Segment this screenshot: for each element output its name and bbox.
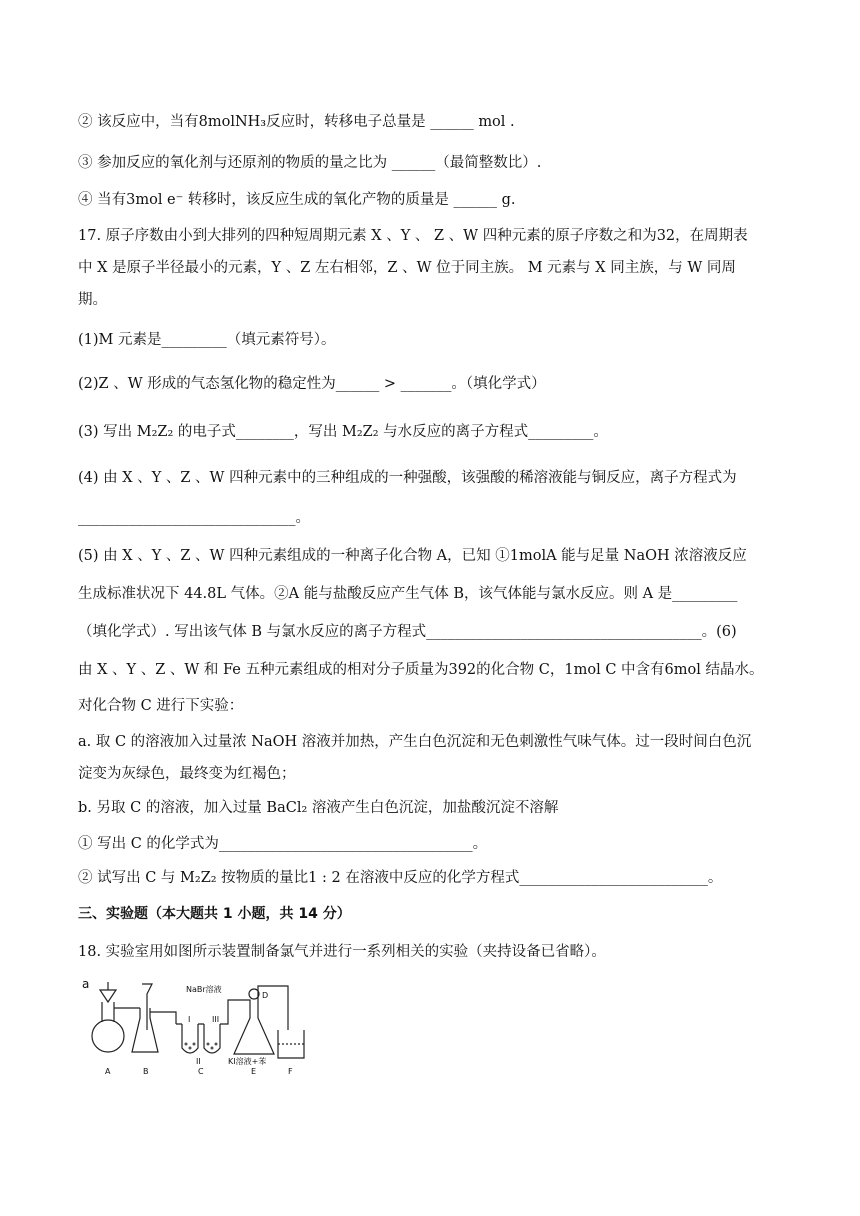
q17-part-6-sub-1: ① 写出 C 的化学式为___________________________________。 — [78, 836, 488, 852]
u-tube-c — [182, 1024, 220, 1053]
q17-part-4: (4) 由 X 、Y 、Z 、W 四种元素中的三种组成的一种强酸，该强酸的稀溶液能与铜反应，离子方程式为 — [78, 470, 737, 486]
question-line-4: ④ 当有3mol e⁻ 转移时，该反应生成的氧化产物的质量是 ______ g. — [78, 192, 516, 208]
flask-e — [234, 1000, 274, 1054]
label-i: I — [188, 1015, 191, 1024]
q17-part-6-line-2: 对化合物 C 进行下实验： — [78, 698, 244, 714]
label-A: A — [105, 1067, 111, 1076]
apparatus-figure — [78, 977, 318, 1076]
label-ii: II — [196, 1057, 201, 1066]
funnel-a — [100, 990, 116, 1002]
q17-part-2: (2)Z 、W 形成的气态氢化物的稳定性为______ > _______。（填化学式） — [78, 376, 546, 392]
q17-part-5-line-1: (5) 由 X 、Y 、Z 、W 四种元素组成的一种离子化合物 A，已知 ①1molA 能与足量 NaOH 浓溶液反应 — [78, 548, 747, 564]
q17-part-3: (3) 写出 M₂Z₂ 的电子式________，写出 M₂Z₂ 与水反应的离子方程式_________。 — [78, 424, 608, 440]
question-line-3: ③ 参加反应的氧化剂与还原剂的物质的量之比为 ______（最简整数比）. — [78, 155, 542, 171]
label-F: F — [288, 1067, 293, 1076]
question-line-2: ② 该反应中，当有8molNH₃反应时，转移电子总量是 ______ mol . — [78, 114, 515, 130]
label-B: B — [143, 1067, 149, 1076]
label-d: D — [262, 991, 269, 1000]
q17-part-1: (1)M 元素是_________（填元素符号）。 — [78, 332, 336, 348]
q17-part-4-answer: ______________________________。 — [78, 510, 310, 526]
q17-part-5-line-3: （填化学式）. 写出该气体 B 与氯水反应的离子方程式______________________________________。(6) — [78, 624, 737, 640]
label-E: E — [251, 1067, 257, 1076]
q17-part-6-a-cont: 淀变为灰绿色，最终变为红褐色； — [78, 766, 296, 782]
q18-stem: 18. 实验室用如图所示装置制备氯气并进行一系列相关的实验（夹持设备已省略）。 — [78, 944, 606, 960]
section-heading: 三、实验题（本大题共 1 小题，共 14 分） — [78, 906, 351, 922]
label-nabr: NaBr溶液 — [186, 985, 222, 994]
label-C: C — [198, 1067, 204, 1076]
flask-a — [92, 1020, 124, 1052]
label-ki: KI溶液+苯 — [228, 1057, 267, 1066]
flask-b — [132, 1008, 158, 1052]
q17-part-6-a: a. 取 C 的溶液加入过量浓 NaOH 溶液并加热，产生白色沉淀和无色刺激性气味气体。过一段时间白色沉 — [78, 734, 752, 750]
q17-line-2: 中 X 是原子半径最小的元素，Y 、Z 左右相邻，Z 、W 位于同主族。 M 元素与 X 同主族，与 W 同周 — [78, 260, 736, 276]
q17-part-6-line-1: 由 X 、Y 、Z 、W 和 Fe 五种元素组成的相对分子质量为392的化合物 C，1mol C 中含有6mol 结晶水。 — [78, 662, 764, 678]
q17-part-5-line-2: 生成标准状况下 44.8L 气体。②A 能与盐酸反应产生气体 B，该气体能与氯水反应。则 A 是_________ — [78, 586, 738, 602]
label-a: a — [82, 977, 90, 991]
q17-part-6-sub-2: ② 试写出 C 与 M₂Z₂ 按物质的量比1 : 2 在溶液中反应的化学方程式__________________________。 — [78, 870, 723, 886]
label-iii: III — [212, 1015, 220, 1024]
q17-line-1: 17. 原子序数由小到大排列的四种短周期元素 X 、Y 、 Z 、W 四种元素的原子序数之和为32，在周期表 — [78, 228, 748, 244]
q17-part-6-b: b. 另取 C 的溶液，加入过量 BaCl₂ 溶液产生白色沉淀，加盐酸沉淀不溶解 — [78, 800, 559, 816]
q17-line-3: 期。 — [78, 292, 107, 308]
